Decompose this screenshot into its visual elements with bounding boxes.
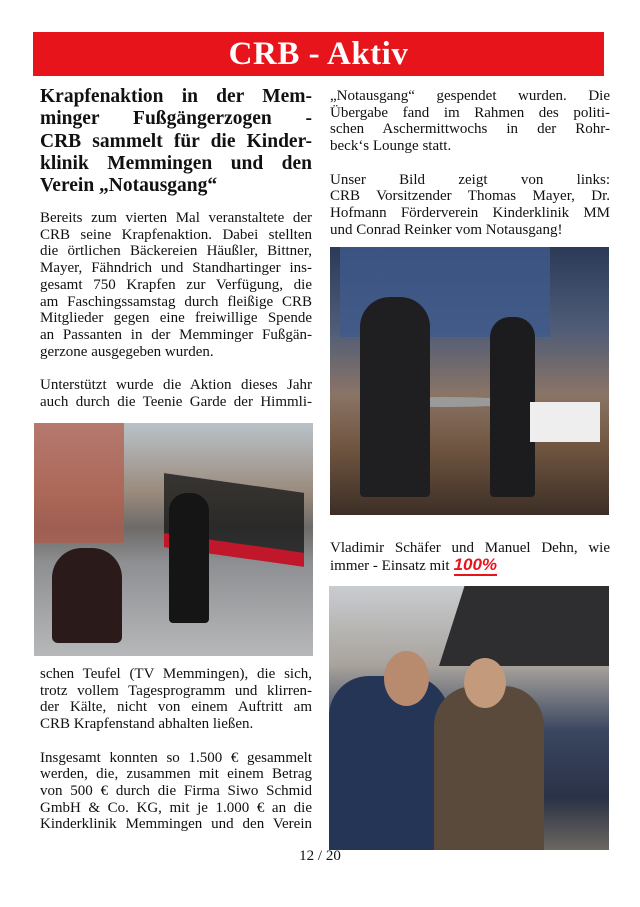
left-column-top — [40, 210, 312, 410]
text-line: CRB sammelt für die Kinder- — [40, 130, 312, 152]
text-line: gerzone ausgegeben wurden. — [40, 343, 214, 360]
text-line: Unterstützt wurde die Aktion dieses Jahr — [40, 377, 312, 394]
caption-line: Vladimir Schäfer und Manuel Dehn, wie — [330, 540, 610, 556]
text-line: GmbH & Co. KG, mit je 1.000 € an die — [40, 799, 312, 816]
section-banner — [33, 32, 604, 76]
text-line: werden, die, zusammen mit einem Betrag — [40, 766, 312, 783]
text-line: Bereits zum vierten Mal veranstaltete der — [40, 210, 312, 226]
text-line: CRB Vorsitzender Thomas Mayer, Dr. — [330, 188, 610, 205]
text-line: und Conrad Reinker vom Notausgang! — [330, 221, 563, 238]
text-line: Verein „Notausgang“ — [40, 175, 218, 197]
paragraph — [40, 750, 312, 834]
photo-teenie-garde — [34, 423, 313, 656]
text-line: Übergabe fand im Rahmen des politi- — [330, 104, 610, 121]
photo-donation-handover — [330, 247, 609, 515]
text-line: CRB Krapfenstand abhalten ließen. — [40, 716, 254, 733]
100-percent-badge: 100% — [453, 554, 498, 574]
text-line: an Passanten in der Memminger Fußgän- — [40, 326, 312, 343]
page-number: 12 / 20 — [299, 848, 341, 864]
left-column-bottom — [40, 666, 312, 833]
photo-volunteers — [329, 586, 609, 850]
text-line: auch durch die Teenie Garde der Himmli- — [40, 393, 312, 410]
caption-line: immer - Einsatz mit — [330, 557, 450, 574]
paragraph — [40, 377, 312, 410]
text-line: Krapfenaktion in der Mem- — [40, 86, 312, 107]
text-line: Hofmann Förderverein Kinderklinik MM — [330, 204, 610, 221]
text-line: gesamt 750 Krapfen zur Verfügung, die — [40, 276, 312, 293]
photo-caption — [330, 540, 610, 574]
paragraph — [330, 172, 610, 239]
section-title: CRB - Aktiv — [228, 35, 409, 72]
paragraph — [330, 88, 610, 155]
paragraph — [40, 210, 312, 360]
text-line: „Notausgang“ gespendet wurden. Die — [330, 88, 610, 104]
text-line: von 500 € durch die Firma Siwo Schmid — [40, 782, 312, 799]
text-line: Mayer, Fähndrich und Standhartinger ins- — [40, 260, 312, 277]
text-line: CRB seine Krapfenaktion. Dabei stellten — [40, 226, 312, 243]
text-line: klinik Memmingen und den — [40, 152, 312, 174]
text-line: Unser Bild zeigt von links: — [330, 171, 610, 188]
text-line: beck‘s Lounge statt. — [330, 138, 452, 155]
text-line: Mitglieder gegen eine freiwillige Spende — [40, 310, 312, 327]
right-column-top — [330, 88, 610, 238]
paragraph — [40, 666, 312, 733]
text-line: am Faschingssamstag durch fleißige CRB — [40, 293, 312, 310]
text-line: schen Aschermittwochs in der Rohr- — [330, 121, 610, 138]
text-line: trotz vollem Tagesprogramm und klirren- — [40, 682, 312, 699]
text-line: schen Teufel (TV Memmingen), die sich, — [40, 666, 312, 682]
text-line: Insgesamt konnten so 1.500 € gesammelt — [40, 749, 312, 766]
text-line: Kinderklinik Memmingen und den Verein — [40, 816, 312, 833]
article-headline — [40, 86, 312, 197]
text-line: minger Fußgängerzogen - — [40, 108, 312, 130]
text-line: die örtlichen Bäckereien Häußler, Bittner, — [40, 243, 312, 260]
text-line: der Kälte, nicht von einem Auftritt am — [40, 699, 312, 716]
